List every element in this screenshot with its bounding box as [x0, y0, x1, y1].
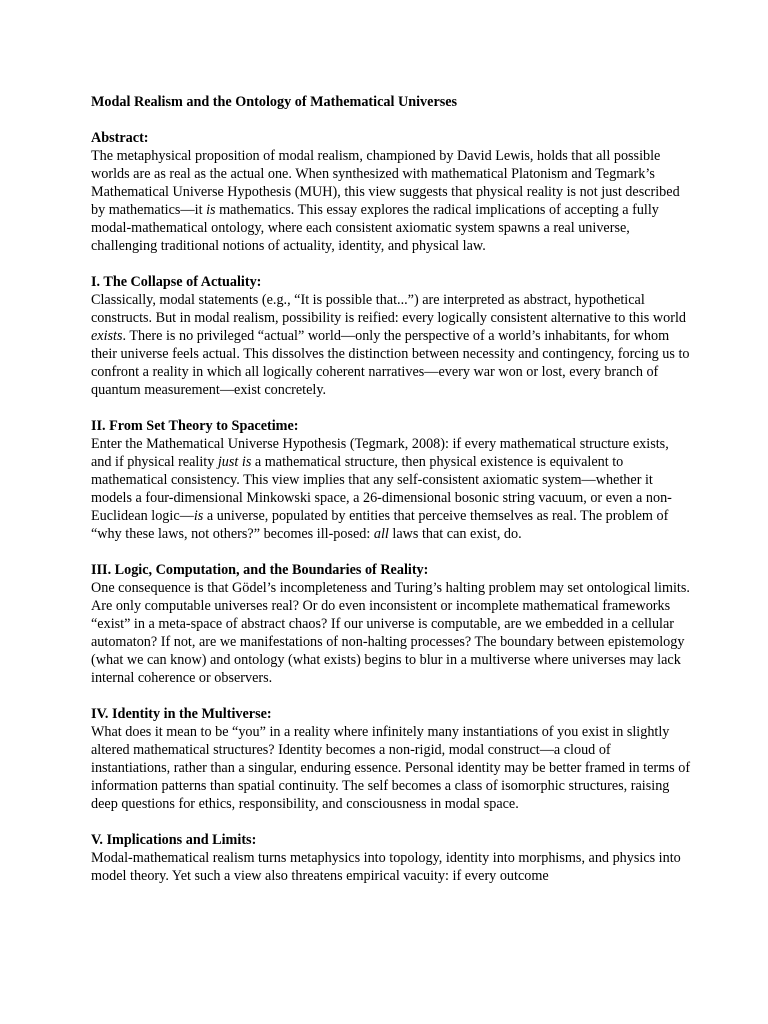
section-body: [91, 291, 691, 399]
document-title: Modal Realism and the Ontology of Mathematical Universes: [91, 94, 458, 110]
section-spacer: [91, 543, 691, 561]
section-heading: III. Logic, Computation, and the Boundaries of Reality:: [91, 562, 429, 578]
emphasis-text: is: [193, 508, 204, 524]
section-spacer: [91, 255, 691, 273]
document-section: [91, 705, 691, 813]
body-text: a universe, populated by entities that perceive themselves as real. The problem of “why these laws, not others?” becomes ill-posed:: [91, 508, 669, 542]
body-text: a mathematical structure, then physical existence is equivalent to mathematical consistency. This view implies that any self-consistent axiomatic system—whether it models a four-dimensional Minkowski space, a 26-dimensional bosonic string vacuum, or even a non-Euclidean logic—: [91, 454, 672, 524]
section-heading: I. The Collapse of Actuality:: [91, 274, 262, 290]
document-section: [91, 273, 691, 399]
section-body: [91, 579, 691, 687]
body-text: What does it mean to be “you” in a reality where infinitely many instantiations of you exist in slightly altered mathematical structures? Identity becomes a non-rigid, modal construct—a cloud of instantiations, rather than a singular, enduring essence. Personal identity may be better framed in terms of information patterns than spatial continuity. The self becomes a class of isomorphic structures, raising deep questions for ethics, responsibility, and consciousness in modal space.: [91, 724, 691, 812]
document-section: [91, 561, 691, 687]
section-heading: II. From Set Theory to Spacetime:: [91, 418, 299, 434]
body-text: Modal-mathematical realism turns metaphysics into topology, identity into morphisms, and physics into model theory. Yet such a view also threatens empirical vacuity: if every outcome: [91, 850, 681, 884]
body-text: mathematics. This essay explores the radical implications of accepting a fully modal-mathematical ontology, where each consistent axiomatic system spawns a real universe, challenging traditional notions of actuality, identity, and physical law.: [91, 202, 659, 254]
section-spacer: [91, 813, 691, 831]
section-body: [91, 723, 691, 813]
section-body: [91, 435, 691, 543]
body-text: One consequence is that Gödel’s incompleteness and Turing’s halting problem may set ontological limits. Are only computable universes real? Or do even inconsistent or incomplete mathematical frameworks “exist” in a meta-space of abstract chaos? If our universe is computable, are we embedded in a cellular automaton? If not, are we manifestations of non-halting processes? The boundary between epistemology (what we can know) and ontology (what exists) begins to blur in a multiverse where universes may lack internal coherence or observers.: [91, 580, 690, 686]
document-section: [91, 831, 691, 885]
body-text: The metaphysical proposition of modal realism, championed by David Lewis, holds that all possible worlds are as real as the actual one. When synthesized with mathematical Platonism and Tegmark’s Mathematical Universe Hypothesis (MUH), this view suggests that physical reality is not just described by mathematics—it: [91, 148, 680, 218]
body-text: Classically, modal statements (e.g., “It is possible that...”) are interpreted as abstract, hypothetical constructs. But in modal realism, possibility is reified: every logically consistent alternative to this world: [91, 292, 686, 326]
body-text: Enter the Mathematical Universe Hypothesis (Tegmark, 2008): if every mathematical structure exists, and if physical reality: [91, 436, 669, 470]
section-heading: IV. Identity in the Multiverse:: [91, 706, 272, 722]
document-section: [91, 417, 691, 543]
emphasis-text: all: [373, 526, 389, 542]
document-section: [91, 129, 691, 255]
body-text: . There is no privileged “actual” world—only the perspective of a world’s inhabitants, for whom their universe feels actual. This dissolves the distinction between necessity and contingency, forcing us to confront a reality in which all logically coherent narratives—every war won or lost, every branch of quantum measurement—exist concretely.: [91, 328, 690, 398]
emphasis-text: is: [206, 202, 216, 218]
section-heading: V. Implications and Limits:: [91, 832, 257, 848]
emphasis-text: just is: [217, 454, 252, 470]
body-text: laws that can exist, do.: [388, 526, 522, 542]
section-spacer: [91, 399, 691, 417]
emphasis-text: exists: [91, 328, 123, 344]
document-page: [91, 93, 691, 885]
document-sections: [91, 111, 691, 885]
section-spacer: [91, 687, 691, 705]
section-spacer: [91, 111, 691, 129]
section-heading: Abstract:: [91, 130, 149, 146]
section-body: [91, 849, 691, 885]
section-body: [91, 147, 691, 255]
